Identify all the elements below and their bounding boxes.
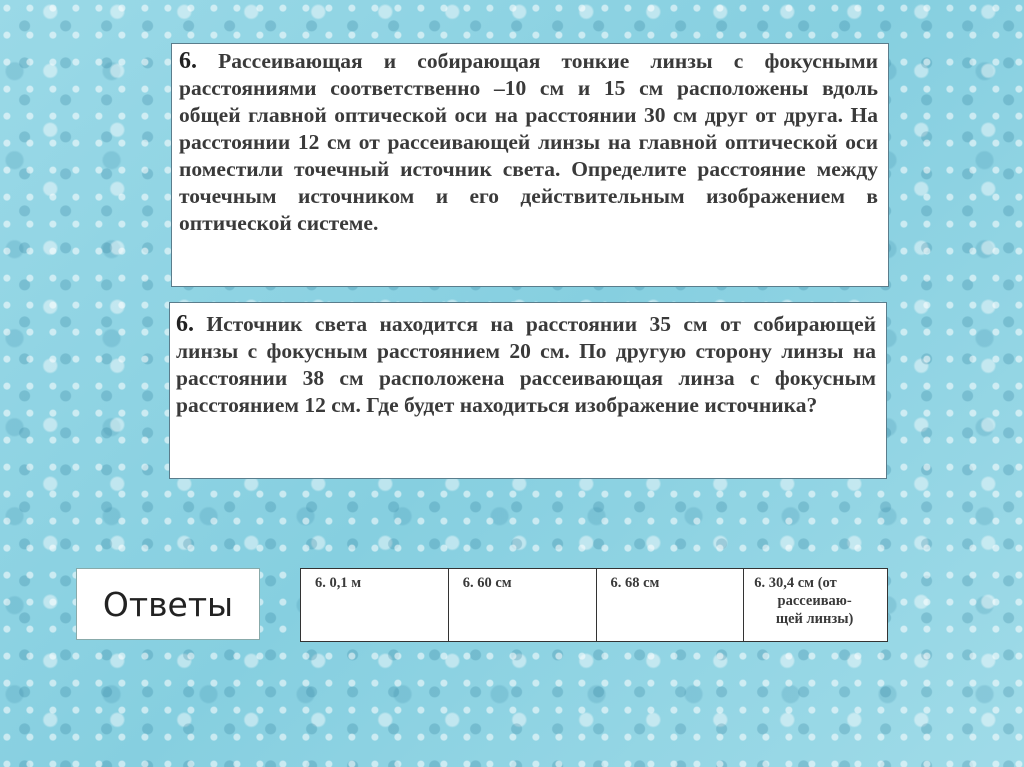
problem-1-body: Рассеивающая и собирающая тонкие линзы с фокусными расстояниями соответственно –10 см и 15 см расположены вдоль общей главной оптической оси на расстоянии 30 см друг от друга. На расстоянии 12 см от рассеивающей линзы на главной оптической оси поместили точечный источник света. Определите расстояние между точечным источником и его действительным изображением в оптической системе. <box>179 49 879 235</box>
answer-4-line3: щей линзы) <box>775 611 854 627</box>
problem-1-number: 6. <box>179 48 197 74</box>
answer-1-number: 6. <box>315 575 326 591</box>
answer-2-value: 60 см <box>477 575 512 591</box>
answer-3-number: 6. <box>610 575 622 591</box>
answer-4-number: 6. <box>754 575 766 591</box>
problem-card-2 <box>169 302 887 479</box>
answers-table <box>300 568 888 642</box>
answer-4-line2: рассеиваю- <box>777 593 852 609</box>
answer-cell-4 <box>744 569 887 641</box>
problem-card-1 <box>171 43 889 287</box>
problem-2-body: Источник света находится на расстоянии 35 см от собирающей линзы с фокусным расстоянием 20 см. По другую сторону линзы на расстоянии 38 см расположена рассеивающая линза с фокусным расстоянием 12 см. Где будет находиться изображение источника? <box>176 312 877 417</box>
answer-cell-3 <box>597 569 745 641</box>
problem-2-text <box>176 311 876 419</box>
problem-1-text <box>179 48 878 237</box>
problem-2-number: 6. <box>176 311 194 337</box>
answer-cell-1 <box>301 569 449 641</box>
answer-4-value: 30,4 см (от <box>768 575 837 591</box>
answer-cell-2 <box>449 569 597 641</box>
answers-label: Ответы <box>76 568 260 640</box>
answer-2-number: 6. <box>462 575 474 591</box>
answer-1-value: 0,1 м <box>329 575 362 591</box>
answer-3-value: 68 см <box>625 575 660 591</box>
